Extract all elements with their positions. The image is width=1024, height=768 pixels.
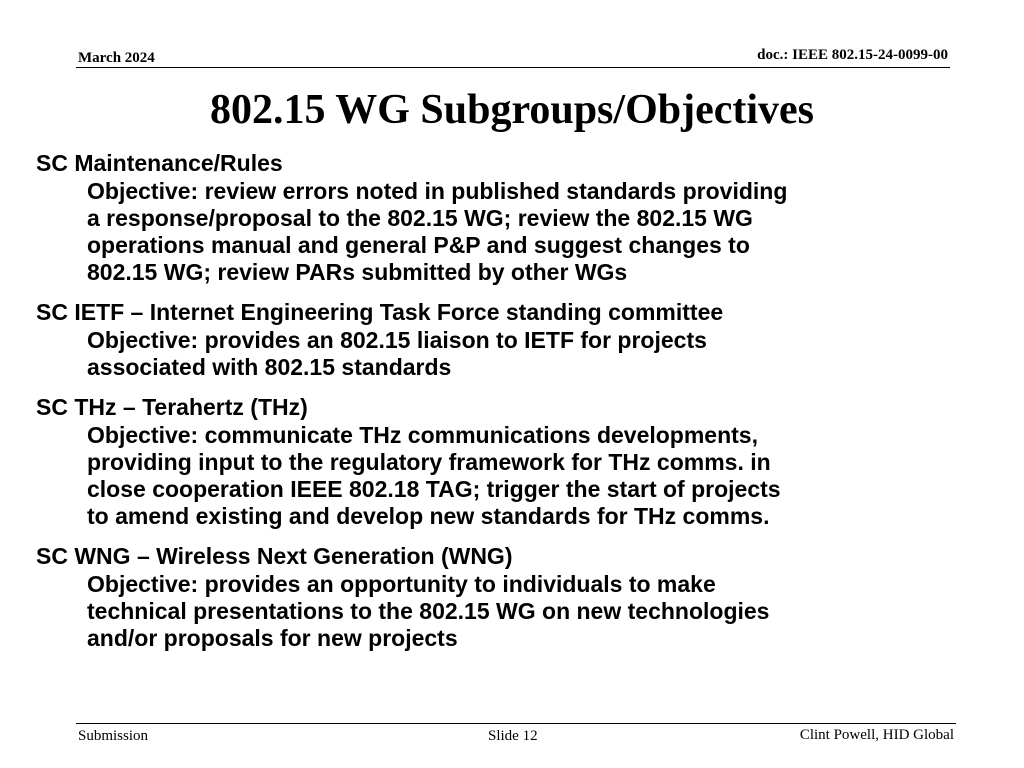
footer-submission: Submission — [78, 728, 149, 744]
section-ietf — [36, 297, 986, 381]
header-date: March 2024 — [78, 50, 155, 66]
objective-line: operations manual and general P&P and suggest changes to — [87, 232, 750, 258]
objective-line: to amend existing and develop new standards for THz comms. — [87, 503, 770, 529]
section-thz — [36, 392, 986, 530]
objective-line: 802.15 WG; review PARs submitted by other WGs — [87, 259, 628, 285]
objective-line: close cooperation IEEE 802.18 TAG; trigger the start of projects — [87, 476, 781, 502]
section-heading: SC Maintenance/Rules — [36, 150, 283, 176]
objective-line: associated with 802.15 standards — [87, 354, 452, 380]
section-heading: SC IETF – Internet Engineering Task Force standing committee — [36, 299, 724, 325]
section-objective — [36, 178, 986, 286]
section-heading: SC THz – Terahertz (THz) — [36, 394, 308, 420]
footer-slide-number: Slide 12 — [488, 728, 538, 744]
section-objective — [36, 571, 986, 652]
objective-line: Objective: review errors noted in published standards providing — [87, 178, 788, 204]
objective-line: Objective: provides an 802.15 liaison to IETF for projects — [87, 327, 707, 353]
footer-divider — [76, 723, 956, 724]
objective-line: Objective: provides an opportunity to individuals to make — [87, 571, 716, 597]
slide-title: 802.15 WG Subgroups/Objectives — [209, 87, 815, 133]
section-heading: SC WNG – Wireless Next Generation (WNG) — [36, 543, 513, 569]
objective-line: a response/proposal to the 802.15 WG; review the 802.15 WG — [87, 205, 753, 231]
section-objective — [36, 422, 986, 530]
objective-line: and/or proposals for new projects — [87, 625, 458, 651]
footer-author: Clint Powell, HID Global — [799, 727, 954, 743]
objective-line: providing input to the regulatory framework for THz comms. in — [87, 449, 771, 475]
header-doc-id: doc.: IEEE 802.15-24-0099-00 — [757, 47, 948, 63]
section-wng — [36, 541, 986, 652]
section-objective — [36, 327, 986, 381]
header-divider — [76, 67, 950, 68]
objective-line: Objective: communicate THz communications developments, — [87, 422, 758, 448]
section-maintenance-rules — [36, 148, 986, 286]
objective-line: technical presentations to the 802.15 WG on new technologies — [87, 598, 770, 624]
slide-body — [36, 148, 986, 663]
